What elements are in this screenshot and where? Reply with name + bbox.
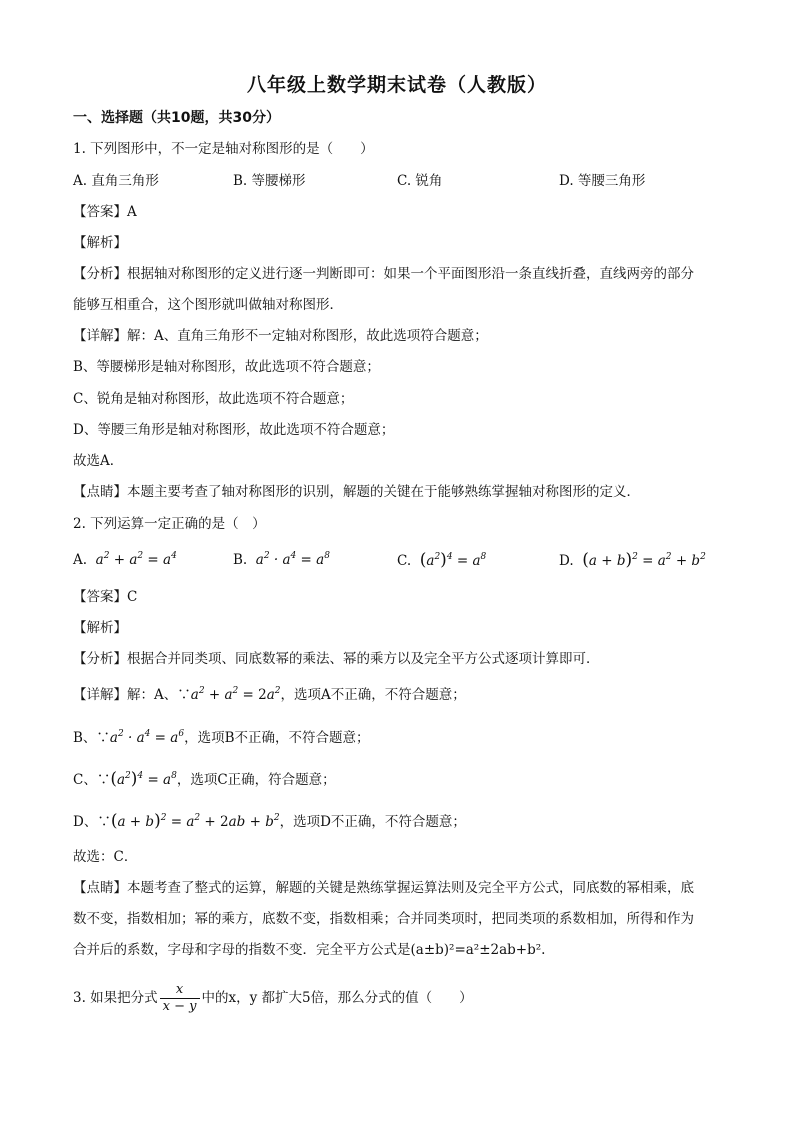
q2-option-c [397, 550, 486, 571]
q2-line-b-prefix: B、∵ [73, 730, 110, 746]
q2-line-d-prefix: D、∵ [73, 814, 111, 830]
q1-line-c: C、锐角是轴对称图形，故此选项不符合题意； [73, 391, 354, 407]
q3-stem-suffix: 中的x，y 都扩大5倍，那么分式的值（ ） [201, 990, 473, 1006]
q2-option-b-label: B. [233, 552, 248, 568]
q2-dianjing-line2: 数不变，指数相加；幂的乘方，底数不变，指数相乘；合并同类项时，把同类项的系数相加，所得和作为 [73, 911, 694, 927]
question-2-stem: 2. 下列运算一定正确的是（ ） [73, 516, 266, 532]
q2-line-b-suffix: ，选项B不正确，不符合题意； [184, 730, 370, 746]
q2-line-b [73, 728, 370, 748]
q2-dianjing-line1: 【点睛】本题考查了整式的运算，解题的关键是熟练掌握运算法则及完全平方公式，同底数的幂相乘，底 [73, 880, 694, 896]
question-1-stem: 1. 下列图形中，不一定是轴对称图形的是（ ） [73, 141, 374, 157]
q2-fenxi: 【分析】根据合并同类项、同底数幂的乘法、幂的乘方以及完全平方公式逐项计算即可． [73, 651, 600, 667]
q3-stem-prefix: 3. 如果把分式 [73, 990, 158, 1006]
q2-option-a [73, 550, 177, 570]
q1-fenxi-line2: 能够互相重合，这个图形就叫做轴对称图形． [73, 297, 343, 313]
q2-line-d [73, 811, 466, 832]
q2-xiangjie [73, 685, 466, 705]
q2-option-b [233, 550, 330, 570]
q2-line-c-prefix: C、∵ [73, 772, 111, 788]
q2-option-a-formula: $a^2 + a^2 = a^4$ [91, 551, 177, 568]
q1-option-d: D. 等腰三角形 [559, 173, 646, 189]
q2-line-b-formula: $a^2 \cdot a^4 = a^6$ [109, 729, 185, 746]
q3-fraction-numerator: x [160, 982, 200, 999]
q2-option-c-formula: $(a^2)^4 = a^8$ [419, 550, 487, 570]
q1-fenxi-line1: 【分析】根据轴对称图形的定义进行逐一判断即可：如果一个平面图形沿一条直线折叠，直线两旁的部分 [73, 266, 694, 282]
q2-choose: 故选：C． [73, 849, 138, 865]
q1-option-b: B. 等腰梯形 [233, 173, 306, 189]
q1-dianjing: 【点睛】本题主要考查了轴对称图形的识别，解题的关键在于能够熟练掌握轴对称图形的定义． [73, 484, 640, 500]
q1-line-d: D、等腰三角形是轴对称图形，故此选项不符合题意； [73, 422, 395, 438]
q2-line-d-suffix: ，选项D不正确，不符合题意； [279, 814, 466, 830]
page-title: 八年级上数学期末试卷（人教版） [246, 74, 547, 96]
q2-xiangjie-formula: $a^2 + a^2 = 2a^2$ [190, 686, 281, 703]
q1-jiexi: 【解析】 [73, 235, 127, 251]
q3-fraction-denominator: x − y [162, 999, 197, 1014]
q2-line-c [73, 769, 336, 790]
q2-line-c-formula: $(a^2)^4 = a^8$ [110, 769, 177, 789]
q2-option-d-label: D. [559, 553, 574, 569]
q2-jiexi: 【解析】 [73, 620, 127, 636]
q1-option-c: C. 锐角 [397, 173, 443, 189]
q2-option-c-label: C. [397, 553, 412, 569]
q2-option-d-formula: $(a + b)^2 = a^2 + b^2$ [582, 550, 706, 570]
q2-dianjing-line3: 合并后的系数，字母和字母的指数不变．完全平方公式是(a±b)²=a²±2ab+b². [73, 942, 546, 958]
q1-option-a: A. 直角三角形 [73, 173, 159, 189]
q1-line-b: B、等腰梯形是轴对称图形，故此选项不符合题意； [73, 359, 380, 375]
q2-option-a-label: A. [73, 552, 88, 568]
q1-answer: 【答案】A [73, 204, 137, 220]
q2-line-c-suffix: ，选项C正确，符合题意； [176, 772, 336, 788]
q2-xiangjie-suffix: ，选项A不正确，不符合题意； [280, 687, 466, 703]
q2-answer: 【答案】C [73, 589, 138, 605]
q1-xiangjie: 【详解】解：A、直角三角形不一定轴对称图形，故此选项符合题意； [73, 328, 488, 344]
q3-fraction [160, 982, 200, 1015]
question-3-stem [73, 978, 473, 1018]
section-heading: 一、选择题（共10题，共30分） [73, 110, 280, 126]
q2-option-d [559, 550, 706, 571]
q2-option-b-formula: $a^2 \cdot a^4 = a^8$ [251, 551, 330, 568]
q2-xiangjie-prefix: 【详解】解：A、∵ [73, 687, 191, 703]
q2-line-d-formula: $(a + b)^2 = a^2 + 2ab + b^2$ [110, 811, 280, 831]
q1-choose: 故选A． [73, 453, 124, 469]
